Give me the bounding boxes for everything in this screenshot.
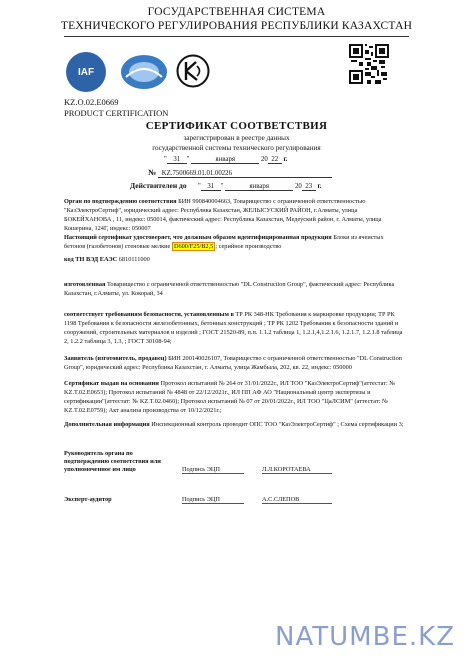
qr-code xyxy=(349,44,389,84)
head-name: Л.Л.КОРОТАЕВА xyxy=(262,466,332,474)
basis-section: Сертификат выдан на основании Протокол испытаний № 264 от 31/01/2022г., ИЛ ТОО "КазЭлектроСертиф"(аттестат: № KZ.T.02.E0653); Протокол испытаний № 4848 от 22/12/2021г., ИЛ ПП АФ АО "Национальный центр экспертизы и сертификации"(аттестат: № KZ.T.02.0460); Протокол испытаний № 07 от 20/01/2022г., ИЛ ТОО "ЦаЛСИМ" (аттестат: № KZ.T.02.E0759); Акт анализа производства от 10/12/2021г.; xyxy=(64,380,396,414)
cert-code: KZ.O.02.E0669 xyxy=(64,97,119,107)
issue-day: 31 xyxy=(167,156,187,164)
requirements-section: соответствует требованиям безопасности, установленным в ТР РК 348-НК Требования к маркировке продукции; ТР РК 1198 Требования к безопасности железобетонных, бетонных конструкций ; ТР РК 1202 Требования к безопасности зданий и сооружений, строительных материалов и изделий ; ГОСТ 21520-89, п.п. 1.1.2 таблица 1, 1.2.1,4,1.2.1.6, 1.2.1.7, 1.2.1.8 таблица 2, 1.2.2 таблица 3, 1.3, ; ГОСТ 30108-94; xyxy=(64,311,403,345)
header-line1: ГОСУДАРСТВЕННАЯ СИСТЕМА xyxy=(147,6,326,18)
kz-standard-logo xyxy=(176,54,210,88)
issue-year: 22 xyxy=(268,156,282,164)
valid-month: января xyxy=(225,183,293,191)
subtitle-line2: государственной системы технического регулирования xyxy=(152,144,321,152)
manufacturer-section: изготовленная Товарищество с ограниченной ответственностью "DL Construction Group", фактический адрес: Республика Казахстан, г.Алматы, ул. Кокорай, 34 xyxy=(64,281,395,297)
valid-day: 31 xyxy=(201,183,221,191)
watermark: NATUMBE.KZ xyxy=(275,622,455,652)
document-title: СЕРТИФИКАТ СООТВЕТСТВИЯ xyxy=(145,120,328,132)
head-signatory-label: Руководитель органа по подтверждению соответствия или уполномоченное им лицо xyxy=(64,450,161,473)
organ-section: Орган по подтверждению соответствия БИН 990840004663, Товарищество с ограниченной ответственностью "КазЭлектроСертиф", юридический адрес: Республика Казахстан, ЖЕЛЫСУСКИЙ РАЙОН, г.Алматы, улица БОКЕЙХАНОВА , 11, индекс: 050014, фактический адрес: Республика Казахстан, Медеуский район, г. Алматы, улица Кошерина, 124Г, индекс: 050007 xyxy=(64,198,382,232)
iaf-logo: IAF xyxy=(66,52,106,92)
header-line2: ТЕХНИЧЕСКОГО РЕГУЛИРОВАНИЯ РЕСПУБЛИКИ КАЗАХСТАН xyxy=(60,20,413,32)
expert-name: А.С.СЛЕПОВ xyxy=(262,496,332,504)
issue-date: " 31 " января 20 22 г. xyxy=(164,156,288,163)
tnved-section: код ТН ВЭД ЕАЭС 6810111000 xyxy=(64,256,150,263)
header-divider xyxy=(64,36,409,37)
extra-info-section: Дополнительная информация Инспекционный контроль проводит ОПС ТОО "КазЭлектроСертиф" ; Схема сертификации 3; xyxy=(64,421,404,428)
valid-year: 23 xyxy=(302,183,316,191)
subtitle-line1: зарегистрирован в реестре данных xyxy=(183,134,290,142)
accreditation-logo xyxy=(120,53,168,91)
head-signature: Подпись ЭЦП xyxy=(182,466,244,474)
applicant-section: Заявитель (изготовитель, продавец) БИН 200140026107, Товарищество с ограниченной ответственностью "DL Construction Group", юридический адрес: Республика Казахстан, г. Алматы, улица Жамбыла, 202, кв. 22, индекс: 050000 xyxy=(64,355,402,371)
issue-month: января xyxy=(191,156,259,164)
expert-label: Эксперт-аудитор xyxy=(64,496,112,503)
expert-signature: Подпись ЭЦП xyxy=(182,496,244,504)
product-certification-label: PRODUCT CERTIFICATION xyxy=(64,108,169,118)
product-highlight: D600/F25/B2,5 xyxy=(173,243,214,250)
cert-number-value: KZ.7500669.01.01.00226 xyxy=(158,170,332,178)
valid-until: Действителен до " 31 " января 20 23 г. xyxy=(130,181,322,190)
cert-number: № KZ.7500669.01.01.00226 xyxy=(148,168,332,178)
product-section: Настоящий сертификат удостоверяет, что должным образом идентифицированная продукция Блоки из ячеистых бетонов (газобетонов) стеновые мелкие D600/F25/B2,5 ; серийное производство xyxy=(64,234,384,250)
